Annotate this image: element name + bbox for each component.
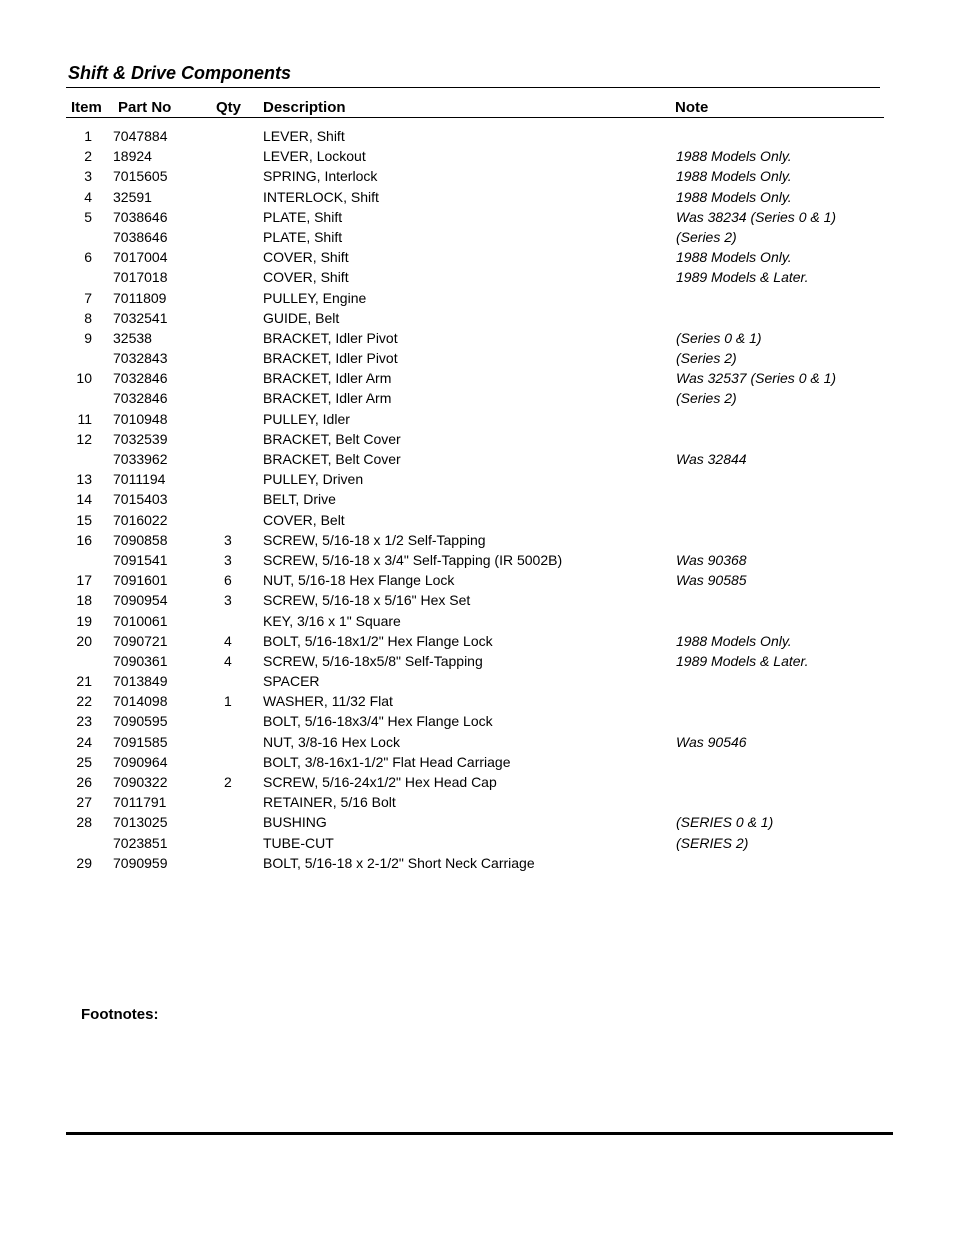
row-description: INTERLOCK, Shift: [263, 188, 379, 205]
table-row: [0, 187, 954, 207]
row-part-no: 7090954: [113, 592, 168, 609]
table-row: [0, 691, 954, 711]
row-item: 5: [84, 208, 92, 225]
row-note: (SERIES 2): [676, 834, 749, 851]
row-note: (Series 2): [676, 390, 737, 407]
row-item: 10: [76, 370, 92, 387]
table-row: [0, 126, 954, 146]
row-description: NUT, 3/8-16 Hex Lock: [263, 733, 400, 750]
row-description: GUIDE, Belt: [263, 309, 340, 326]
row-note: 1989 Models & Later.: [676, 652, 809, 669]
table-row: [0, 328, 954, 348]
row-description: PULLEY, Idler: [263, 410, 350, 427]
row-part-no: 7038646: [113, 208, 168, 225]
table-row: [0, 611, 954, 631]
table-row: [0, 469, 954, 489]
row-description: KEY, 3/16 x 1" Square: [263, 612, 401, 629]
row-part-no: 7011194: [113, 471, 166, 488]
row-part-no: 7011809: [113, 289, 167, 306]
row-item: 29: [76, 854, 92, 871]
table-row: [0, 166, 954, 186]
table-row: [0, 409, 954, 429]
row-note: 1988 Models Only.: [676, 249, 792, 266]
title-divider: [66, 87, 880, 88]
row-note: Was 38234 (Series 0 & 1): [676, 208, 837, 225]
table-row: [0, 207, 954, 227]
row-description: SCREW, 5/16-18 x 1/2 Self-Tapping: [263, 531, 486, 548]
row-part-no: 7017018: [113, 269, 168, 286]
row-part-no: 7090595: [113, 713, 168, 730]
row-part-no: 7090858: [113, 531, 168, 548]
row-note: 1988 Models Only.: [676, 632, 792, 649]
row-description: PLATE, Shift: [263, 228, 343, 245]
parts-table: [0, 126, 954, 873]
row-part-no: 7091601: [113, 572, 168, 589]
table-row: [0, 812, 954, 832]
row-note: Was 90546: [676, 733, 747, 750]
row-description: BOLT, 5/16-18x3/4" Hex Flange Lock: [263, 713, 493, 730]
row-part-no: 7014098: [113, 693, 168, 710]
row-part-no: 7032541: [113, 309, 168, 326]
row-description: BRACKET, Idler Arm: [263, 390, 392, 407]
row-description: SCREW, 5/16-24x1/2" Hex Head Cap: [263, 774, 497, 790]
table-row: [0, 388, 954, 408]
row-part-no: 7032843: [113, 350, 168, 367]
row-part-no: 7090959: [113, 854, 168, 871]
table-row: [0, 510, 954, 530]
row-item: 9: [84, 329, 92, 346]
row-note: 1988 Models Only.: [676, 168, 792, 185]
row-part-no: 7011791: [113, 794, 167, 811]
row-part-no: 7013849: [113, 673, 168, 690]
row-part-no: 7090964: [113, 753, 168, 770]
header-qty: Qty: [216, 99, 242, 116]
row-part-no: 7091541: [113, 551, 168, 568]
row-part-no: 7015403: [113, 491, 168, 508]
table-row: [0, 752, 954, 772]
row-item: 25: [76, 753, 92, 770]
row-item: 11: [77, 410, 92, 427]
row-description: PULLEY, Engine: [263, 289, 367, 306]
table-row: [0, 348, 954, 368]
row-part-no: 7016022: [113, 511, 168, 528]
row-item: 16: [76, 531, 92, 548]
row-description: SCREW, 5/16-18 x 5/16" Hex Set: [263, 592, 471, 609]
row-part-no: 18924: [113, 148, 152, 165]
header-item: Item: [71, 99, 102, 116]
row-description: COVER, Belt: [263, 511, 345, 528]
table-row: [0, 732, 954, 752]
row-description: SCREW, 5/16-18 x 3/4" Self-Tapping (IR 5002B): [263, 551, 563, 568]
row-note: (SERIES 0 & 1): [676, 814, 774, 831]
row-item: 23: [76, 713, 92, 730]
row-item: 22: [76, 693, 92, 710]
row-item: 21: [76, 673, 92, 690]
row-item: 15: [76, 511, 92, 528]
table-row: [0, 631, 954, 651]
table-row: [0, 792, 954, 812]
row-description: SPACER: [263, 673, 320, 690]
row-item: 3: [84, 168, 92, 185]
row-item: 8: [84, 309, 92, 326]
row-item: 14: [76, 491, 92, 508]
table-row: [0, 227, 954, 247]
row-description: LEVER, Shift: [263, 128, 345, 144]
row-item: 26: [76, 774, 92, 790]
row-item: 24: [76, 733, 92, 750]
header-description: Description: [263, 99, 346, 116]
row-part-no: 32538: [113, 329, 152, 346]
row-item: 1: [84, 128, 92, 144]
row-note: Was 32537 (Series 0 & 1): [676, 370, 837, 387]
row-note: Was 90585: [676, 572, 747, 589]
row-description: COVER, Shift: [263, 249, 349, 266]
row-part-no: 32591: [113, 188, 152, 205]
row-description: WASHER, 11/32 Flat: [263, 693, 393, 710]
row-item: 27: [76, 794, 92, 811]
table-row: [0, 570, 954, 590]
row-item: 13: [76, 471, 92, 488]
row-description: BRACKET, Belt Cover: [263, 451, 401, 467]
table-header: [0, 99, 954, 119]
row-qty: 1: [224, 693, 232, 710]
table-row: [0, 711, 954, 731]
page-title: Shift & Drive Components: [68, 63, 292, 83]
table-row: [0, 429, 954, 449]
row-item: 17: [76, 572, 92, 589]
row-description: BOLT, 5/16-18x1/2" Hex Flange Lock: [263, 632, 493, 649]
footnotes-label: Footnotes:: [81, 1006, 159, 1023]
header-part-no: Part No: [118, 99, 172, 116]
row-note: (Series 2): [676, 350, 737, 367]
row-qty: 2: [224, 774, 232, 790]
row-part-no: 7017004: [113, 249, 168, 266]
row-description: COVER, Shift: [263, 269, 349, 286]
table-row: [0, 853, 954, 873]
row-item: 18: [76, 592, 92, 609]
row-description: LEVER, Lockout: [263, 148, 366, 165]
table-row: [0, 368, 954, 388]
row-description: BELT, Drive: [263, 491, 336, 508]
row-description: PULLEY, Driven: [263, 471, 364, 488]
row-description: PLATE, Shift: [263, 208, 343, 225]
row-description: SPRING, Interlock: [263, 168, 378, 185]
table-row: [0, 308, 954, 328]
row-qty: 4: [224, 632, 232, 649]
row-description: BUSHING: [263, 814, 327, 831]
row-note: 1988 Models Only.: [676, 148, 792, 165]
table-row: [0, 530, 954, 550]
row-part-no: 7013025: [113, 814, 168, 831]
row-note: (Series 0 & 1): [676, 329, 762, 346]
row-description: RETAINER, 5/16 Bolt: [263, 794, 396, 811]
table-row: [0, 267, 954, 287]
row-part-no: 7032846: [113, 370, 168, 387]
table-row: [0, 772, 954, 792]
row-part-no: 7032846: [113, 390, 168, 407]
row-item: 6: [84, 249, 92, 266]
row-item: 7: [84, 289, 92, 306]
row-description: BRACKET, Idler Arm: [263, 370, 392, 387]
table-row: [0, 247, 954, 267]
row-description: SCREW, 5/16-18x5/8" Self-Tapping: [263, 652, 483, 669]
row-qty: 6: [224, 572, 232, 589]
row-part-no: 7090322: [113, 774, 168, 790]
bottom-divider: [66, 1132, 893, 1135]
row-item: 2: [84, 148, 92, 165]
row-description: BRACKET, Belt Cover: [263, 430, 401, 447]
row-note: 1989 Models & Later.: [676, 269, 809, 286]
row-part-no: 7015605: [113, 168, 168, 185]
row-note: Was 32844: [676, 451, 747, 467]
table-row: [0, 833, 954, 853]
header-divider: [66, 117, 884, 118]
row-description: BOLT, 3/8-16x1-1/2" Flat Head Carriage: [263, 753, 511, 770]
table-row: [0, 550, 954, 570]
row-description: BRACKET, Idler Pivot: [263, 329, 398, 346]
row-item: 12: [76, 430, 92, 447]
row-description: BOLT, 5/16-18 x 2-1/2" Short Neck Carriage: [263, 854, 535, 871]
row-qty: 3: [224, 551, 232, 568]
row-item: 19: [76, 612, 92, 629]
row-qty: 3: [224, 531, 232, 548]
table-row: [0, 590, 954, 610]
table-row: [0, 489, 954, 509]
row-description: TUBE-CUT: [263, 834, 334, 851]
row-qty: 3: [224, 592, 232, 609]
row-part-no: 7033962: [113, 451, 168, 467]
row-note: 1988 Models Only.: [676, 188, 792, 205]
row-part-no: 7047884: [113, 128, 168, 144]
row-part-no: 7010948: [113, 410, 168, 427]
row-qty: 4: [224, 652, 232, 669]
row-note: (Series 2): [676, 228, 737, 245]
table-row: [0, 651, 954, 671]
table-row: [0, 146, 954, 166]
row-part-no: 7090361: [113, 652, 168, 669]
row-part-no: 7091585: [113, 733, 168, 750]
row-item: 20: [76, 632, 92, 649]
row-part-no: 7032539: [113, 430, 168, 447]
row-part-no: 7090721: [113, 632, 168, 649]
table-row: [0, 449, 954, 469]
header-note: Note: [675, 99, 709, 116]
table-row: [0, 671, 954, 691]
row-description: BRACKET, Idler Pivot: [263, 350, 398, 367]
table-row: [0, 288, 954, 308]
row-part-no: 7038646: [113, 228, 168, 245]
row-part-no: 7023851: [113, 834, 168, 851]
row-description: NUT, 5/16-18 Hex Flange Lock: [263, 572, 455, 589]
row-part-no: 7010061: [113, 612, 168, 629]
row-item: 28: [76, 814, 92, 831]
row-item: 4: [84, 188, 92, 205]
row-note: Was 90368: [676, 551, 747, 568]
